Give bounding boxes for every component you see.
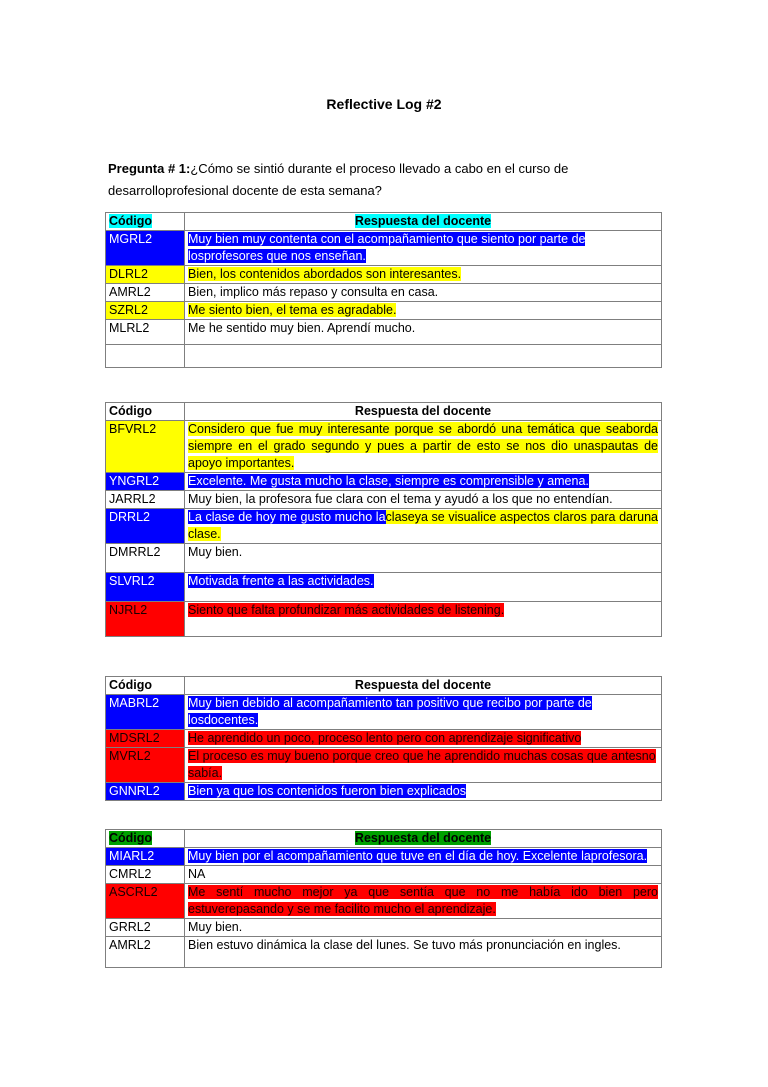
row-code: MABRL2 [106, 695, 185, 730]
row-code: DMRRL2 [106, 544, 185, 573]
row-code: MVRL2 [106, 748, 185, 783]
table-header-row [106, 403, 662, 421]
table-header-row [106, 830, 662, 848]
table-row [106, 748, 662, 783]
row-code: SZRL2 [106, 302, 185, 320]
row-code: ASCRL2 [106, 884, 185, 919]
table-row-empty [106, 345, 662, 368]
row-code: AMRL2 [106, 937, 185, 968]
responses-table-1 [105, 212, 662, 368]
row-code: YNGRL2 [106, 473, 185, 491]
row-response: Considero que fue muy interesante porque se abordó una temática que seaborda siempre en el grado segundo y pues a partir de esto se nos dio unaspautas de apoyo importantes. [188, 422, 658, 470]
row-response [185, 345, 662, 368]
row-response: Me he sentido muy bien. Aprendí mucho. [188, 321, 416, 335]
table-row [106, 884, 662, 919]
row-code: MDSRL2 [106, 730, 185, 748]
row-response: Excelente. Me gusta mucho la clase, siempre es comprensible y amena. [188, 474, 589, 488]
row-code [106, 345, 185, 368]
table-row [106, 231, 662, 266]
table-row [106, 421, 662, 473]
row-response: Bien estuvo dinámica la clase del lunes. Se tuvo más pronunciación en ingles. [188, 938, 621, 952]
table-row [106, 573, 662, 602]
row-code: MLRL2 [106, 320, 185, 345]
page-title: Reflective Log #2 [326, 96, 442, 112]
header-code: Código [106, 403, 185, 421]
table-row [106, 602, 662, 637]
table-row [106, 284, 662, 302]
row-response: NA [188, 867, 206, 881]
row-response: Muy bien muy contenta con el acompañamiento que siento por parte de losprofesores que nos enseñan. [188, 232, 586, 263]
responses-table-2 [105, 402, 662, 637]
row-code: SLVRL2 [106, 573, 185, 602]
table-row [106, 783, 662, 801]
row-response: He aprendido un poco, proceso lento pero con aprendizaje significativo [188, 731, 582, 745]
question-label: Pregunta # 1: [108, 161, 191, 176]
header-code: Código [106, 677, 185, 695]
row-code: BFVRL2 [106, 421, 185, 473]
responses-table-4 [105, 829, 662, 968]
row-code: CMRL2 [106, 866, 185, 884]
row-response: Bien, implico más repaso y consulta en casa. [188, 285, 439, 299]
row-response: Motivada frente a las actividades. [188, 574, 374, 588]
row-response: Me siento bien, el tema es agradable. [188, 303, 397, 317]
row-code: GNNRL2 [106, 783, 185, 801]
table-row [106, 937, 662, 968]
row-response: Bien ya que los contenidos fueron bien explicados [188, 784, 466, 798]
row-code: JARRL2 [106, 491, 185, 509]
table-row [106, 544, 662, 573]
header-response: Respuesta del docente [354, 831, 492, 845]
responses-table-3 [105, 676, 662, 801]
row-code: DRRL2 [106, 509, 185, 544]
header-response: Respuesta del docente [185, 677, 662, 695]
row-response: Me sentí mucho mejor ya que sentía que no me había ido bien pero estuverepasando y se me facilito mucho el aprendizaje. [188, 885, 658, 916]
header-code: Código [109, 214, 153, 228]
row-response: Muy bien debido al acompañamiento tan positivo que recibo por parte de losdocentes. [188, 696, 592, 727]
table-row [106, 730, 662, 748]
table-row [106, 473, 662, 491]
row-response-part: claseya se visualice aspectos claros para daruna clase. [188, 510, 658, 541]
row-response: Muy bien. [188, 545, 243, 559]
row-code: DLRL2 [106, 266, 185, 284]
table-row [106, 919, 662, 937]
row-code: MGRL2 [106, 231, 185, 266]
table-row [106, 320, 662, 345]
row-response: Bien, los contenidos abordados son interesantes. [188, 267, 462, 281]
header-response: Respuesta del docente [354, 214, 492, 228]
table-header-row [106, 677, 662, 695]
table-row [106, 848, 662, 866]
row-response: Muy bien. [188, 920, 243, 934]
row-response: Muy bien por el acompañamiento que tuve en el día de hoy. Excelente laprofesora. [188, 849, 648, 863]
table-header-row [106, 213, 662, 231]
table-row [106, 695, 662, 730]
row-code: MIARL2 [106, 848, 185, 866]
row-response-part: La clase de hoy me gusto mucho la [188, 510, 386, 524]
question-text: ¿Cómo se sintió durante el proceso llevado a cabo en el curso de desarrolloprofesional docente de esta semana? [108, 161, 569, 198]
row-response: Muy bien, la profesora fue clara con el tema y ayudó a los que no entendían. [188, 492, 613, 506]
row-code: AMRL2 [106, 284, 185, 302]
row-code: GRRL2 [106, 919, 185, 937]
header-response: Respuesta del docente [185, 403, 662, 421]
row-response: El proceso es muy bueno porque creo que he aprendido muchas cosas que antesno sabía. [188, 749, 656, 780]
table-row [106, 266, 662, 284]
row-code: NJRL2 [106, 602, 185, 637]
question-paragraph [108, 158, 668, 202]
table-row [106, 302, 662, 320]
table-row [106, 491, 662, 509]
header-code: Código [109, 831, 153, 845]
row-response: Siento que falta profundizar más actividades de listening. [188, 603, 505, 617]
table-row [106, 866, 662, 884]
table-row [106, 509, 662, 544]
